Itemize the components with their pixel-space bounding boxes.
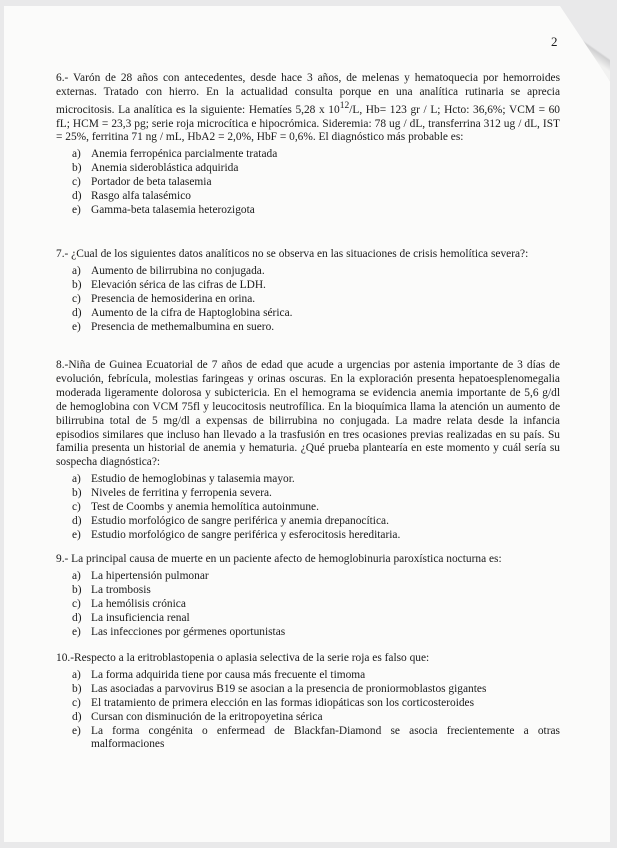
question-7 <box>56 248 560 334</box>
option-text: Las asociadas a parvovirus B19 se asocian a la presencia de proniormoblastos gigantes <box>91 682 487 695</box>
option-letter: b) <box>72 682 82 695</box>
option-letter: e) <box>72 320 81 333</box>
option <box>56 190 560 204</box>
question-10 <box>56 652 560 752</box>
options-list <box>56 669 560 752</box>
question-stem: 7.- ¿Cual de los siguientes datos analíticos no se observa en las situaciones de crisis hemolítica severa?: <box>56 248 529 260</box>
option-letter: a) <box>72 473 81 486</box>
question-stem: 6.- Varón de 28 años con antecedentes, desde hace 3 años, de melenas y hematoquecia por hemorroides externas. Tratado con hierro. En la actualidad consulta porque en una analítica rutinaria se aprecia microcitosis. La analítica es la siguiente: Hematíes 5,28 x $10^{12}/L$, Hb= 123 gr / L; Hcto: 36,6%; VCM = 60 fL; HCM = 23,3 pg; serie roja microcítica e hipocrómica. Sideremia: 78 ug / dL, transferrina 312 ug / dL, IST = 25%, ferritina 71 ng / mL, HbA2 = 2,0%, HbF = 0,6%. El diagnóstico más probable es: <box>56 72 560 144</box>
option-letter: a) <box>72 264 81 277</box>
option-letter: d) <box>72 190 82 203</box>
question-stem: 9.- La principal causa de muerte en un paciente afecto de hemoglobinuria paroxística nocturna es: <box>56 553 502 565</box>
option-text: Estudio morfológico de sangre periférica y esferocitosis hereditaria. <box>91 528 401 541</box>
option-letter: c) <box>72 696 81 709</box>
option-text: Las infecciones por gérmenes oportunistas <box>91 625 286 638</box>
question-stem: 10.-Respecto a la eritroblastopenia o aplasia selectiva de la serie roja es falso que: <box>56 652 430 664</box>
option <box>56 293 560 307</box>
option-text: Elevación sérica de las cifras de LDH. <box>91 278 266 291</box>
option-letter: c) <box>72 501 81 514</box>
option-text: La insuficiencia renal <box>91 611 190 624</box>
option-letter: c) <box>72 597 81 610</box>
question-stem: 8.-Niña de Guinea Ecuatorial de 7 años de edad que acude a urgencias por astenia importante de 3 días de evolución, febrícula, molestias faringeas y orinas oscuras. En la exploración presenta hepatoesplenomegalia moderada ligeramente dolorosa y subictericia. En el hemograma se evidencia anemia importante de 5,6 g/dl de hemoglobina con VCM 75fl y leucocitosis neutrofílica. En la bioquímica llama la atención un aumento de bilirrubina total de 5 mg/dl a expensas de bilirrubina no conjugada. La madre relata desde la infancia episodios similares que incluso han llevado a la trasfusión en tres ocasiones previas realizadas en su país. Su familia presenta un historial de anemia y hematuria. ¿Qué prueba plantearía en este momento y cuál sería su sospecha diagnóstica?: <box>56 359 560 469</box>
option-letter: d) <box>72 514 82 527</box>
options-list <box>56 473 560 543</box>
option-text: Aumento de la cifra de Haptoglobina sérica. <box>91 306 293 319</box>
option-letter: b) <box>72 583 82 596</box>
options-list <box>56 148 560 218</box>
option-text: Presencia de methemalbumina en suero. <box>91 320 275 333</box>
option-letter: b) <box>72 487 82 500</box>
option <box>56 279 560 293</box>
option <box>56 669 560 683</box>
option <box>56 204 560 218</box>
option <box>56 473 560 487</box>
option-text: Estudio de hemoglobinas y talasemia mayor. <box>91 473 295 486</box>
option-text: La hipertensión pulmonar <box>91 569 209 582</box>
option-letter: e) <box>72 724 81 737</box>
option <box>56 598 560 612</box>
option-text: Portador de beta talasemia <box>91 176 212 189</box>
option <box>56 697 560 711</box>
options-list <box>56 570 560 640</box>
option <box>56 626 560 640</box>
option-letter: e) <box>72 625 81 638</box>
option <box>56 725 560 753</box>
option-letter: a) <box>72 148 81 161</box>
option-text: El tratamiento de primera elección en las formas idiopáticas son los corticosteroides <box>91 696 475 709</box>
question-6 <box>56 72 560 218</box>
option-text: Presencia de hemosiderina en orina. <box>91 292 256 305</box>
question-8 <box>56 359 560 543</box>
option-letter: b) <box>72 162 82 175</box>
option-text: La forma adquirida tiene por causa más frecuente el timoma <box>91 668 366 681</box>
option-text: Anemia sideroblástica adquirida <box>91 162 239 175</box>
option-text: Aumento de bilirrubina no conjugada. <box>91 264 265 277</box>
option-letter: a) <box>72 668 81 681</box>
option-letter: e) <box>72 203 81 216</box>
option-letter: d) <box>72 710 82 723</box>
option <box>56 176 560 190</box>
option-text: Rasgo alfa talasémico <box>91 190 191 203</box>
option-letter: c) <box>72 292 81 305</box>
option-text: Cursan con disminución de la eritropoyetina sérica <box>91 710 323 723</box>
option <box>56 501 560 515</box>
option <box>56 515 560 529</box>
option-letter: d) <box>72 611 82 624</box>
option <box>56 307 560 321</box>
option-text: La hemólisis crónica <box>91 597 186 610</box>
option-letter: b) <box>72 278 82 291</box>
option <box>56 570 560 584</box>
option-text: Gamma-beta talasemia heterozigota <box>91 203 255 216</box>
option-text: Niveles de ferritina y ferropenia severa. <box>91 487 272 500</box>
option <box>56 529 560 543</box>
option-letter: c) <box>72 176 81 189</box>
option-letter: a) <box>72 569 81 582</box>
page-number: 2 <box>551 34 558 49</box>
option <box>56 711 560 725</box>
option <box>56 162 560 176</box>
option-text: La forma congénita o enfermead de Blackfan-Diamond se asocia frecientemente a otras malformaciones <box>91 724 560 751</box>
option <box>56 487 560 501</box>
option <box>56 612 560 626</box>
option-text: La trombosis <box>91 583 151 596</box>
question-9 <box>56 553 560 639</box>
option <box>56 321 560 335</box>
option-letter: e) <box>72 528 81 541</box>
option-text: Anemia ferropénica parcialmente tratada <box>91 148 278 161</box>
option <box>56 584 560 598</box>
option <box>56 265 560 279</box>
option-text: Estudio morfológico de sangre periférica y anemia drepanocítica. <box>91 514 389 527</box>
options-list <box>56 265 560 335</box>
option-letter: d) <box>72 306 82 319</box>
option-text: Test de Coombs y anemia hemolítica autoinmune. <box>91 501 319 514</box>
option <box>56 148 560 162</box>
option <box>56 683 560 697</box>
